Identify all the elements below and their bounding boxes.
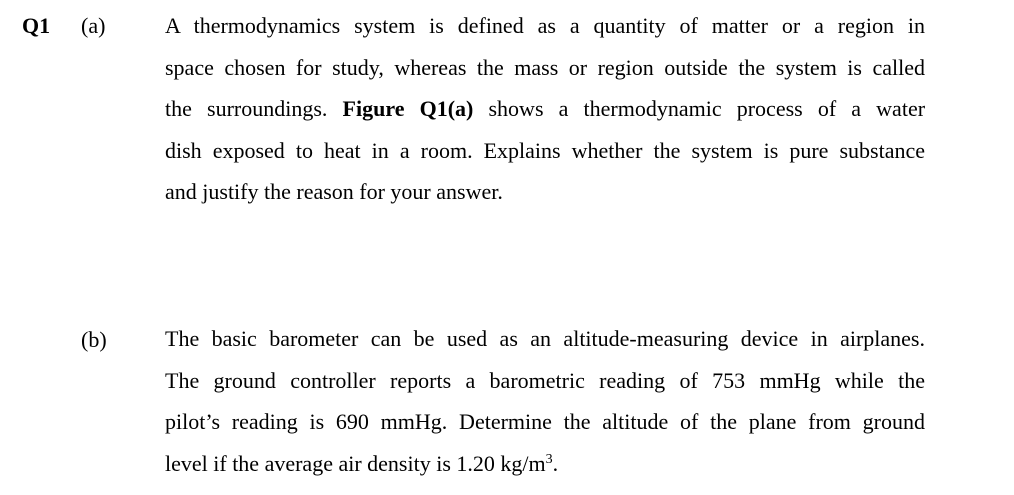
- part-a-line-2: space chosen for study, whereas the mass or region outside the system is called: [165, 54, 925, 80]
- part-b-line-4-post: .: [552, 450, 559, 476]
- cubed-superscript: 3: [545, 451, 553, 467]
- part-b-line-2: The ground controller reports a barometric reading of 753 mmHg while the: [165, 367, 925, 393]
- part-a-label: (a): [81, 13, 106, 38]
- part-a-line-4: dish exposed to heat in a room. Explains whether the system is pure substance: [165, 137, 925, 163]
- part-a-line-3-pre: the surroundings.: [165, 96, 328, 121]
- part-b-label: (b): [81, 327, 107, 352]
- part-b-line-3: pilot’s reading is 690 mmHg. Determine the altitude of the plane from ground: [165, 409, 925, 434]
- part-a-text: [165, 5, 925, 213]
- figure-reference: Figure Q1(a): [342, 96, 474, 121]
- part-b-line-4: [165, 443, 925, 485]
- part-b-line-4-pre: level if the average air density is 1.20 kg/m: [165, 450, 546, 476]
- part-b-text: [165, 318, 925, 484]
- question-number: Q1: [22, 13, 51, 38]
- part-b-line-1: The basic barometer can be used as an altitude-measuring device in airplanes.: [165, 326, 925, 351]
- part-a-line-3: [165, 88, 925, 130]
- part-a-line-5: and justify the reason for your answer.: [165, 179, 503, 204]
- part-a-line-3-post: shows a thermodynamic process of a water: [488, 96, 926, 121]
- part-a-line-1: A thermodynamics system is defined as a quantity of matter or a region in: [165, 13, 925, 38]
